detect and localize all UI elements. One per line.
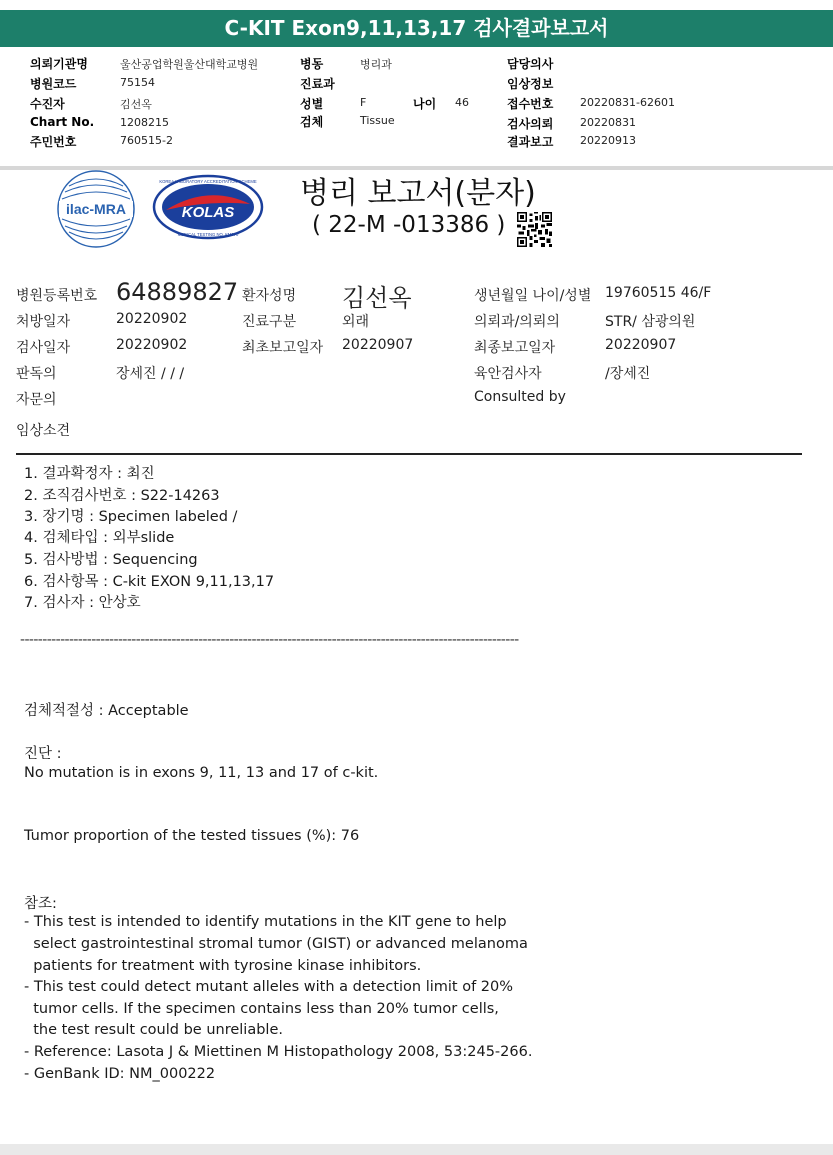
- recipient-label: 수진자: [30, 97, 65, 111]
- kolas-logo: [152, 174, 264, 240]
- accession-label: 접수번호: [507, 97, 554, 111]
- list-item: 5. 검사방법 : Sequencing: [24, 552, 198, 568]
- report-number: ( 22-M -013386 ): [312, 212, 506, 238]
- ward-value: 병리과: [360, 58, 392, 71]
- ward-label: 병동: [300, 57, 324, 71]
- reg-no-value: 64889827: [116, 278, 239, 306]
- exam-date-value: 20220902: [116, 337, 188, 353]
- birth-age-sex-value: 19760515 46/F: [605, 285, 712, 301]
- chart-no-label: Chart No.: [30, 115, 95, 129]
- rx-date-label: 처방일자: [16, 314, 71, 330]
- reference-line: the test result could be unreliable.: [24, 1022, 283, 1038]
- doctor-label: 담당의사: [507, 57, 554, 71]
- list-item: 7. 검사자 : 안상호: [24, 595, 141, 611]
- institution-label: 의뢰기관명: [30, 57, 88, 71]
- reader-label: 판독의: [16, 366, 57, 382]
- qr-code-icon: [517, 212, 552, 247]
- report-header-title: C-KIT Exon9,11,13,17 검사결과보고서: [0, 10, 833, 47]
- list-item: 6. 검사항목 : C-kit EXON 9,11,13,17: [24, 574, 275, 590]
- kolas-bottom-text: MEDICAL TESTING NO. KM070: [177, 232, 239, 237]
- final-report-label: 최종보고일자: [474, 340, 556, 356]
- reference-label: 참조:: [24, 896, 57, 912]
- dashed-separator: ----------------------------------------------------------------------------------------------------------------: [20, 632, 519, 648]
- first-report-label: 최초보고일자: [242, 340, 324, 356]
- patient-name-value: 김선옥: [342, 284, 412, 312]
- report-title: 병리 보고서(분자): [300, 176, 536, 211]
- consultant-label: 자문의: [16, 392, 57, 408]
- list-item: 3. 장기명 : Specimen labeled /: [24, 509, 238, 525]
- report-date-label: 결과보고: [507, 135, 554, 149]
- reference-line: patients for treatment with tyrosine kinase inhibitors.: [24, 958, 422, 974]
- list-item: 2. 조직검사번호 : S22-14263: [24, 488, 220, 504]
- request-date-value: 20220831: [580, 116, 636, 129]
- ilac-mra-logo: [55, 168, 137, 250]
- page-footer-band: [0, 1144, 833, 1155]
- accession-value: 20220831-62601: [580, 96, 675, 109]
- patient-name-label: 환자성명: [242, 288, 297, 304]
- department-label: 진료과: [300, 77, 335, 91]
- ilac-text: ilac-MRA: [66, 201, 126, 217]
- visit-type-label: 진료구분: [242, 314, 297, 330]
- referral-label: 의뢰과/의뢰의: [474, 314, 560, 330]
- birth-age-sex-label: 생년월일 나이/성별: [474, 288, 592, 304]
- request-date-label: 검사의뢰: [507, 117, 554, 131]
- visit-type-value: 외래: [342, 314, 370, 330]
- age-label: 나이: [413, 97, 437, 111]
- specimen-value: Tissue: [360, 114, 395, 127]
- gross-examiner-label: 육안검사자: [474, 366, 542, 382]
- gross-examiner-value: /장세진: [605, 366, 651, 382]
- kolas-ring-text: KOREA LABORATORY ACCREDITATION SCHEME: [159, 179, 257, 184]
- first-report-value: 20220907: [342, 337, 414, 353]
- request-info-block: [0, 47, 833, 166]
- resident-no-label: 주민번호: [30, 135, 77, 149]
- reference-line: - This test is intended to identify mutations in the KIT gene to help: [24, 914, 507, 930]
- kolas-text: KOLAS: [181, 204, 235, 221]
- tumor-proportion: Tumor proportion of the tested tissues (%): 76: [24, 828, 360, 844]
- age-value: 46: [455, 96, 469, 109]
- hospital-code-value: 75154: [120, 76, 155, 89]
- rx-date-value: 20220902: [116, 311, 188, 327]
- list-item: 1. 결과확정자 : 최진: [24, 466, 155, 482]
- section-divider: [16, 453, 802, 455]
- specimen-adequacy: 검체적절성 : Acceptable: [24, 703, 189, 719]
- clinical-findings-label: 임상소견: [16, 423, 71, 439]
- consulted-by-label: Consulted by: [474, 389, 566, 405]
- reference-line: select gastrointestinal stromal tumor (GIST) or advanced melanoma: [24, 936, 528, 952]
- reg-no-label: 병원등록번호: [16, 288, 98, 304]
- reader-value: 장세진 / / /: [116, 366, 185, 382]
- final-report-value: 20220907: [605, 337, 677, 353]
- sex-label: 성별: [300, 97, 324, 111]
- diagnosis-text: No mutation is in exons 9, 11, 13 and 17 of c-kit.: [24, 765, 379, 781]
- resident-no-value: 760515-2: [120, 134, 173, 147]
- referral-value: STR/ 삼광의원: [605, 314, 696, 330]
- reference-line: - Reference: Lasota J & Miettinen M Histopathology 2008, 53:245-266.: [24, 1044, 533, 1060]
- specimen-label: 검체: [300, 115, 324, 129]
- report-date-value: 20220913: [580, 134, 636, 147]
- institution-value: 울산공업학원울산대학교병원: [120, 58, 259, 71]
- reference-line: tumor cells. If the specimen contains less than 20% tumor cells,: [24, 1001, 499, 1017]
- reference-line: - GenBank ID: NM_000222: [24, 1066, 216, 1082]
- sex-value: F: [360, 96, 367, 109]
- chart-no-value: 1208215: [120, 116, 169, 129]
- diagnosis-label: 진단 :: [24, 746, 62, 762]
- reference-line: - This test could detect mutant alleles with a detection limit of 20%: [24, 979, 514, 995]
- clinical-info-label: 임상정보: [507, 77, 554, 91]
- exam-date-label: 검사일자: [16, 340, 71, 356]
- list-item: 4. 검체타입 : 외부slide: [24, 530, 175, 546]
- hospital-code-label: 병원코드: [30, 77, 77, 91]
- recipient-value: 김선옥: [120, 98, 152, 111]
